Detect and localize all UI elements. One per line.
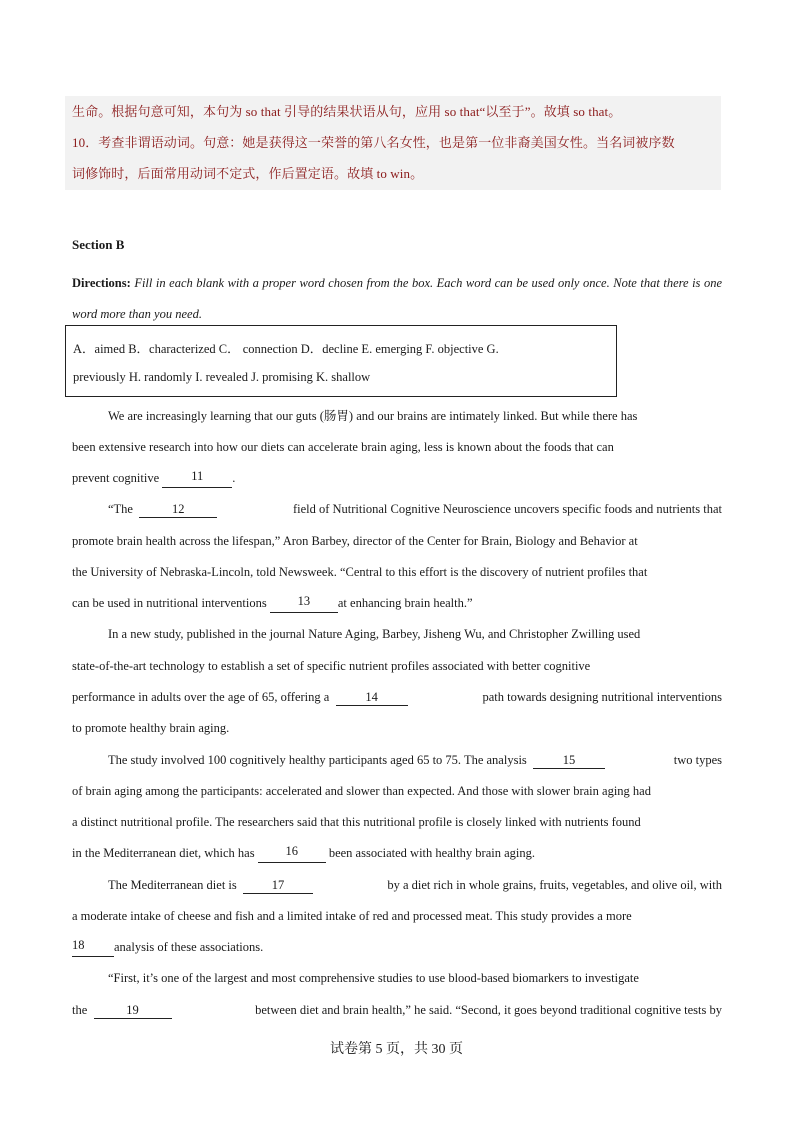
passage-text: been associated with healthy brain aging.	[328, 846, 536, 860]
directions	[72, 268, 722, 330]
passage-line: state-of-the-art technology to establish a set of specific nutrient profiles associated with better cognitive	[72, 659, 591, 673]
page-footer: 试卷第 5 页，共 30 页	[330, 1042, 463, 1057]
blank-12[interactable]: 12	[139, 501, 217, 518]
passage-line	[72, 937, 722, 957]
passage-text: by a diet rich in whole grains, fruits, vegetables, and olive oil, with	[387, 878, 722, 892]
passage-line	[72, 1000, 722, 1020]
passage-text: .	[232, 471, 236, 485]
passage-text: “The	[108, 502, 137, 516]
passage-line: to promote healthy brain aging.	[72, 721, 230, 735]
passage-text: The study involved 100 cognitively healthy participants aged 65 to 75. The analysis	[108, 753, 530, 767]
word-box	[65, 325, 617, 397]
passage-text: performance in adults over the age of 65, offering a	[72, 690, 333, 704]
blank-14[interactable]: 14	[336, 689, 408, 706]
passage-text: between diet and brain health,” he said. “Second, it goes beyond traditional cognitive tests by	[255, 1003, 722, 1017]
passage-text: at enhancing brain health.”	[337, 596, 473, 610]
blank-11[interactable]: 11	[162, 468, 232, 488]
passage-line	[108, 875, 722, 895]
passage-text: prevent cognitive	[72, 471, 160, 485]
passage-line	[72, 593, 722, 613]
passage-line: In a new study, published in the journal Nature Aging, Barbey, Jisheng Wu, and Christopher Zwilling used	[108, 627, 641, 641]
passage-line: a moderate intake of cheese and fish and a limited intake of red and processed meat. This study provides a more	[72, 909, 632, 923]
passage-line: “First, it’s one of the largest and most comprehensive studies to use blood-based biomarkers to investigate	[108, 971, 639, 985]
passage-line	[72, 687, 722, 707]
passage-line: We are increasingly learning that our guts (肠胃) and our brains are intimately linked. But while there has	[108, 409, 638, 423]
passage-text: in the Mediterranean diet, which has	[72, 846, 255, 860]
passage-line	[72, 843, 722, 863]
passage-line: been extensive research into how our diets can accelerate brain aging, less is known about the foods that can	[72, 440, 614, 454]
passage-text: can be used in nutritional interventions	[72, 596, 267, 610]
passage-text: field of Nutritional Cognitive Neuroscience uncovers specific foods and nutrients that	[292, 502, 722, 516]
passage-text: path towards designing nutritional interventions	[482, 690, 722, 704]
passage-line: promote brain health across the lifespan,” Aron Barbey, director of the Center for Brain, Biology and Behavior at	[72, 534, 638, 548]
answer-line-3: 词修饰时，后面常用动词不定式，作后置定语。故填 to win。	[72, 166, 424, 181]
blank-19[interactable]: 19	[94, 1002, 172, 1019]
passage-text: analysis of these associations.	[114, 940, 264, 954]
passage-line	[72, 468, 722, 488]
passage-line: of brain aging among the participants: accelerated and slower than expected. And those with slower brain aging had	[72, 784, 651, 798]
passage-text: the	[72, 1003, 91, 1017]
blank-18[interactable]: 18	[72, 937, 114, 957]
directions-label: Directions:	[72, 276, 131, 290]
answer-line-1: 生命。根据句意可知，本句为 so that 引导的结果状语从句，应用 so that“以至于”。故填 so that。	[72, 104, 622, 119]
blank-15[interactable]: 15	[533, 752, 605, 769]
passage-text: The Mediterranean diet is	[108, 878, 240, 892]
blank-13[interactable]: 13	[270, 593, 338, 613]
directions-text: Fill in each blank with a proper word chosen from the box. Each word can be used only once. Note that there is one word more than you need.	[72, 276, 722, 321]
blank-17[interactable]: 17	[243, 877, 313, 894]
passage-line: a distinct nutritional profile. The researchers said that this nutritional profile is closely linked with nutrients found	[72, 815, 641, 829]
passage-line: the University of Nebraska-Lincoln, told Newsweek. “Central to this effort is the discovery of nutrient profiles that	[72, 565, 648, 579]
passage-line	[108, 499, 722, 519]
word-box-line-1: A．aimed B．characterized C． connection D．decline E. emerging F. objective G.	[73, 342, 499, 356]
word-box-line-2: previously H. randomly I. revealed J. promising K. shallow	[73, 370, 371, 384]
passage-text: two types	[673, 753, 722, 767]
passage-line	[108, 750, 722, 770]
section-title: Section B	[72, 237, 125, 252]
blank-16[interactable]: 16	[258, 843, 326, 863]
answer-line-2: 10．考查非谓语动词。句意：她是获得这一荣誉的第八名女性，也是第一位非裔美国女性。当名词被序数	[72, 135, 675, 150]
